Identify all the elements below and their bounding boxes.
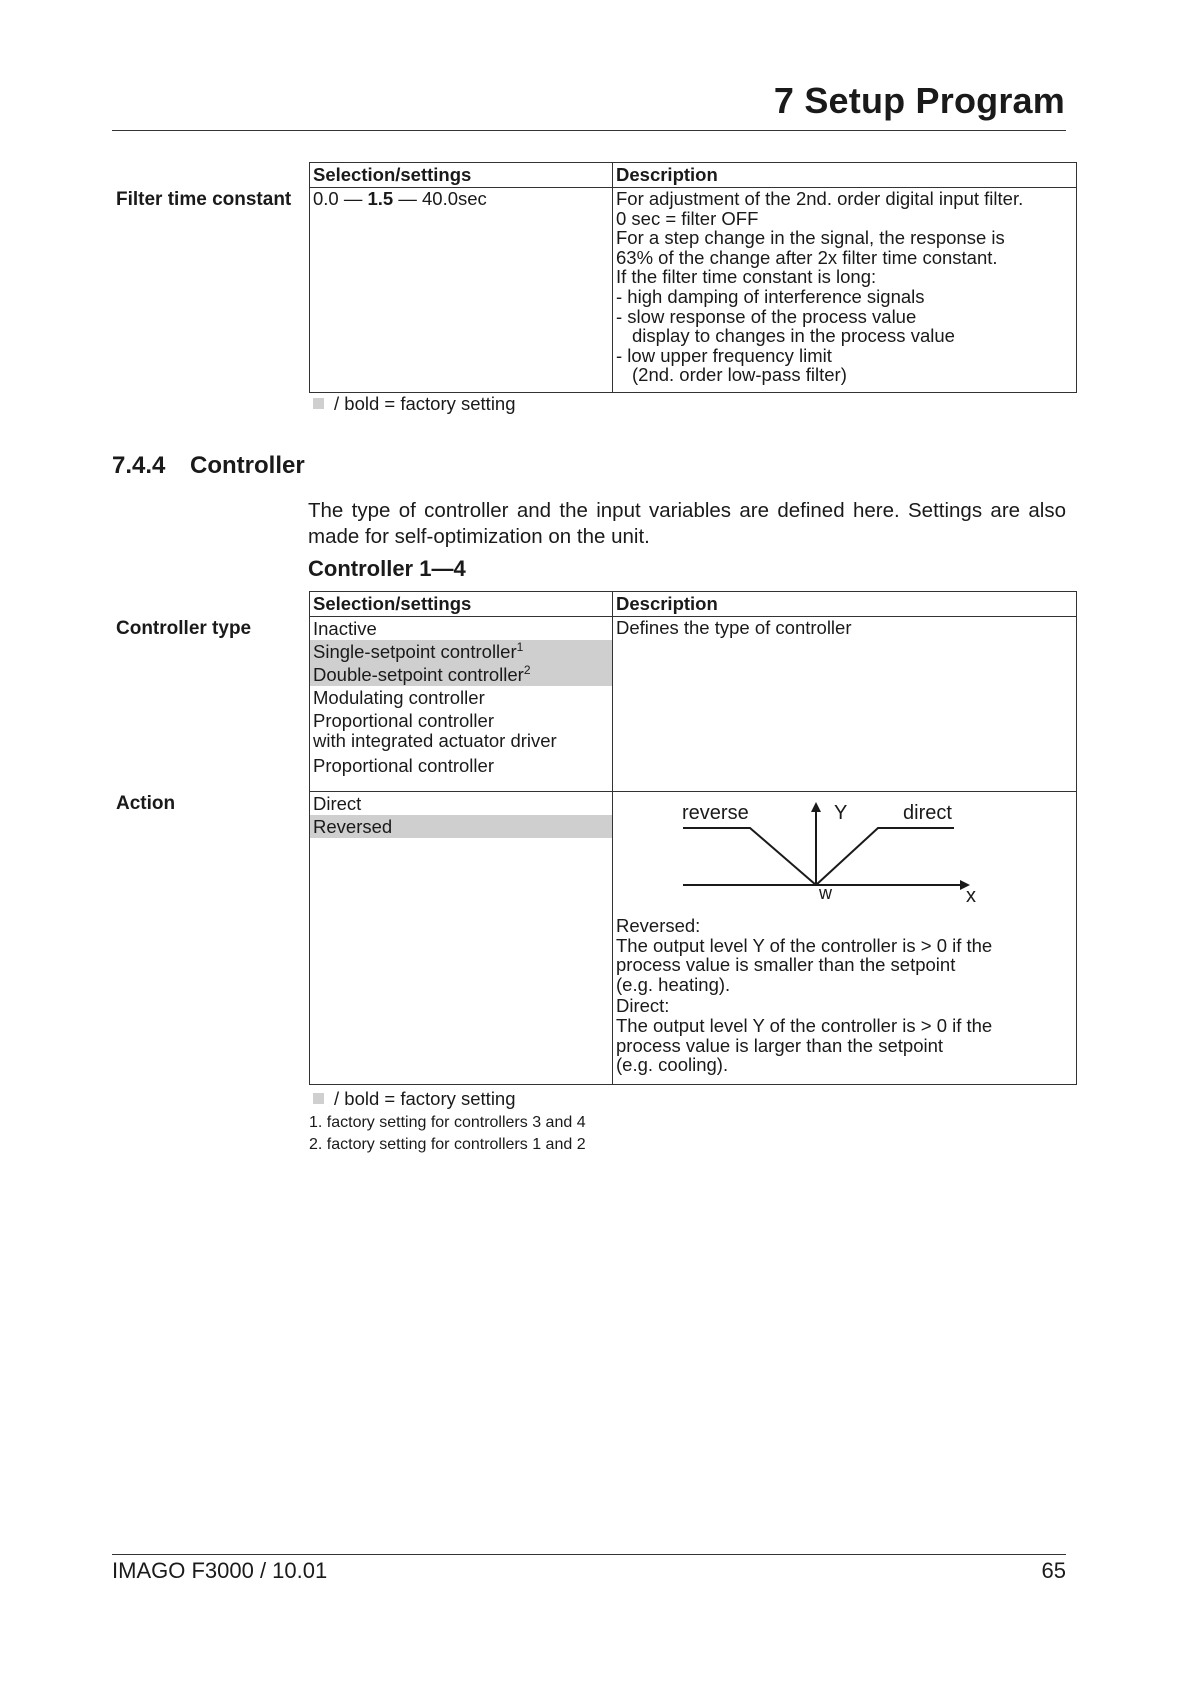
action-options — [310, 792, 613, 1085]
action-diagram — [616, 792, 1056, 920]
direct-curve — [816, 828, 954, 885]
footer-document-id: IMAGO F3000 / 10.01 — [112, 1558, 328, 1583]
controller-type-description: Defines the type of controller — [613, 617, 1077, 792]
filter-max: 40.0sec — [422, 188, 487, 209]
diagram-label-w: w — [819, 883, 832, 903]
controller-legend-text: / bold = factory setting — [334, 1088, 516, 1109]
action-desc-line: The output level Y of the controller is > 0 if the — [616, 1014, 993, 1036]
diagram-label-x: x — [966, 885, 976, 907]
filter-default: 1.5 — [367, 188, 394, 209]
filter-desc-line: For adjustment of the 2nd. order digital input filter. — [616, 188, 1024, 209]
filter-legend — [313, 393, 516, 415]
action-label: Action — [116, 793, 176, 814]
section-intro: The type of controller and the input variables are defined here. Settings are also made for self-optimization on the unit. — [308, 499, 1066, 548]
filter-desc-line: If the filter time constant is long: — [616, 266, 877, 288]
controller-table — [309, 591, 1077, 1085]
footnote-marker: 2 — [523, 663, 531, 677]
option-text: Single-setpoint controller — [313, 641, 517, 662]
diagram-label-reverse: reverse — [682, 802, 749, 824]
controller-type-options — [310, 617, 613, 792]
controller-col-description: Description — [613, 592, 1077, 617]
section-number: 7.4.4 — [112, 452, 166, 479]
filter-desc-line: (2nd. order low-pass filter) — [632, 364, 847, 386]
chapter-title: 7 Setup Program — [773, 80, 1065, 121]
filter-desc-line: For a step change in the signal, the response is — [616, 227, 1005, 249]
controller-subheading: Controller 1—4 — [308, 556, 466, 581]
shaded-square-icon — [313, 398, 324, 409]
option-text: with integrated actuator driver — [313, 730, 557, 751]
filter-min: 0.0 — [313, 188, 339, 209]
filter-desc-line: display to changes in the process value — [632, 325, 955, 347]
shaded-square-icon — [313, 1093, 324, 1104]
footnote-marker: 1 — [516, 640, 524, 654]
controller-col-selection: Selection/settings — [310, 592, 613, 617]
action-description-cell — [613, 792, 1077, 1085]
filter-sep1: — — [343, 188, 363, 209]
option-modulating: Modulating controller — [313, 687, 485, 708]
option-proportional-actuator — [310, 709, 612, 754]
footnote-2: 2. factory setting for controllers 1 and 2 — [309, 1136, 586, 1153]
filter-col-description: Description — [613, 163, 1077, 188]
diagram-label-y: Y — [834, 802, 848, 824]
header-rule — [112, 130, 1066, 131]
action-desc-line: process value is larger than the setpoint — [616, 1034, 944, 1056]
action-desc-line: (e.g. cooling). — [616, 1054, 729, 1076]
diagram-label-direct: direct — [903, 802, 952, 824]
option-double-setpoint — [310, 663, 612, 686]
action-desc-line: Direct: — [616, 995, 670, 1017]
option-text: Proportional controller — [313, 710, 494, 731]
filter-desc-line: 63% of the change after 2x filter time constant. — [616, 246, 998, 268]
reverse-curve — [683, 828, 816, 885]
controller-type-label: Controller type — [116, 618, 252, 639]
filter-col-selection: Selection/settings — [310, 163, 613, 188]
option-single-setpoint — [310, 640, 612, 663]
filter-sep2: — — [398, 188, 417, 209]
filter-desc-line: 0 sec = filter OFF — [616, 207, 759, 229]
filter-desc-line: - slow response of the process value — [616, 305, 917, 327]
footnote-1: 1. factory setting for controllers 3 and 4 — [309, 1114, 586, 1131]
action-desc-line: process value is smaller than the setpoint — [616, 954, 956, 976]
option-direct: Direct — [313, 793, 362, 814]
filter-table — [309, 162, 1077, 393]
option-text: Double-setpoint controller — [313, 664, 524, 685]
filter-range-cell — [310, 188, 613, 393]
section-name: Controller — [190, 452, 305, 479]
action-desc-line: (e.g. heating). — [616, 973, 731, 995]
option-inactive: Inactive — [313, 618, 377, 639]
filter-row-label: Filter time constant — [116, 189, 292, 210]
option-proportional: Proportional controller — [313, 755, 494, 776]
option-reversed: Reversed — [310, 815, 612, 838]
action-desc-line: The output level Y of the controller is > 0 if the — [616, 934, 993, 956]
y-axis-arrow-icon — [811, 802, 821, 812]
filter-desc-line: - low upper frequency limit — [616, 344, 832, 366]
filter-desc-line: - high damping of interference signals — [616, 285, 925, 307]
footer-rule — [112, 1554, 1066, 1555]
page-number: 65 — [1041, 1558, 1066, 1583]
section-title — [112, 452, 305, 480]
filter-description-cell — [613, 188, 1077, 393]
filter-legend-text: / bold = factory setting — [334, 393, 516, 414]
controller-legend — [313, 1088, 516, 1110]
action-desc-line: Reversed: — [616, 915, 701, 936]
